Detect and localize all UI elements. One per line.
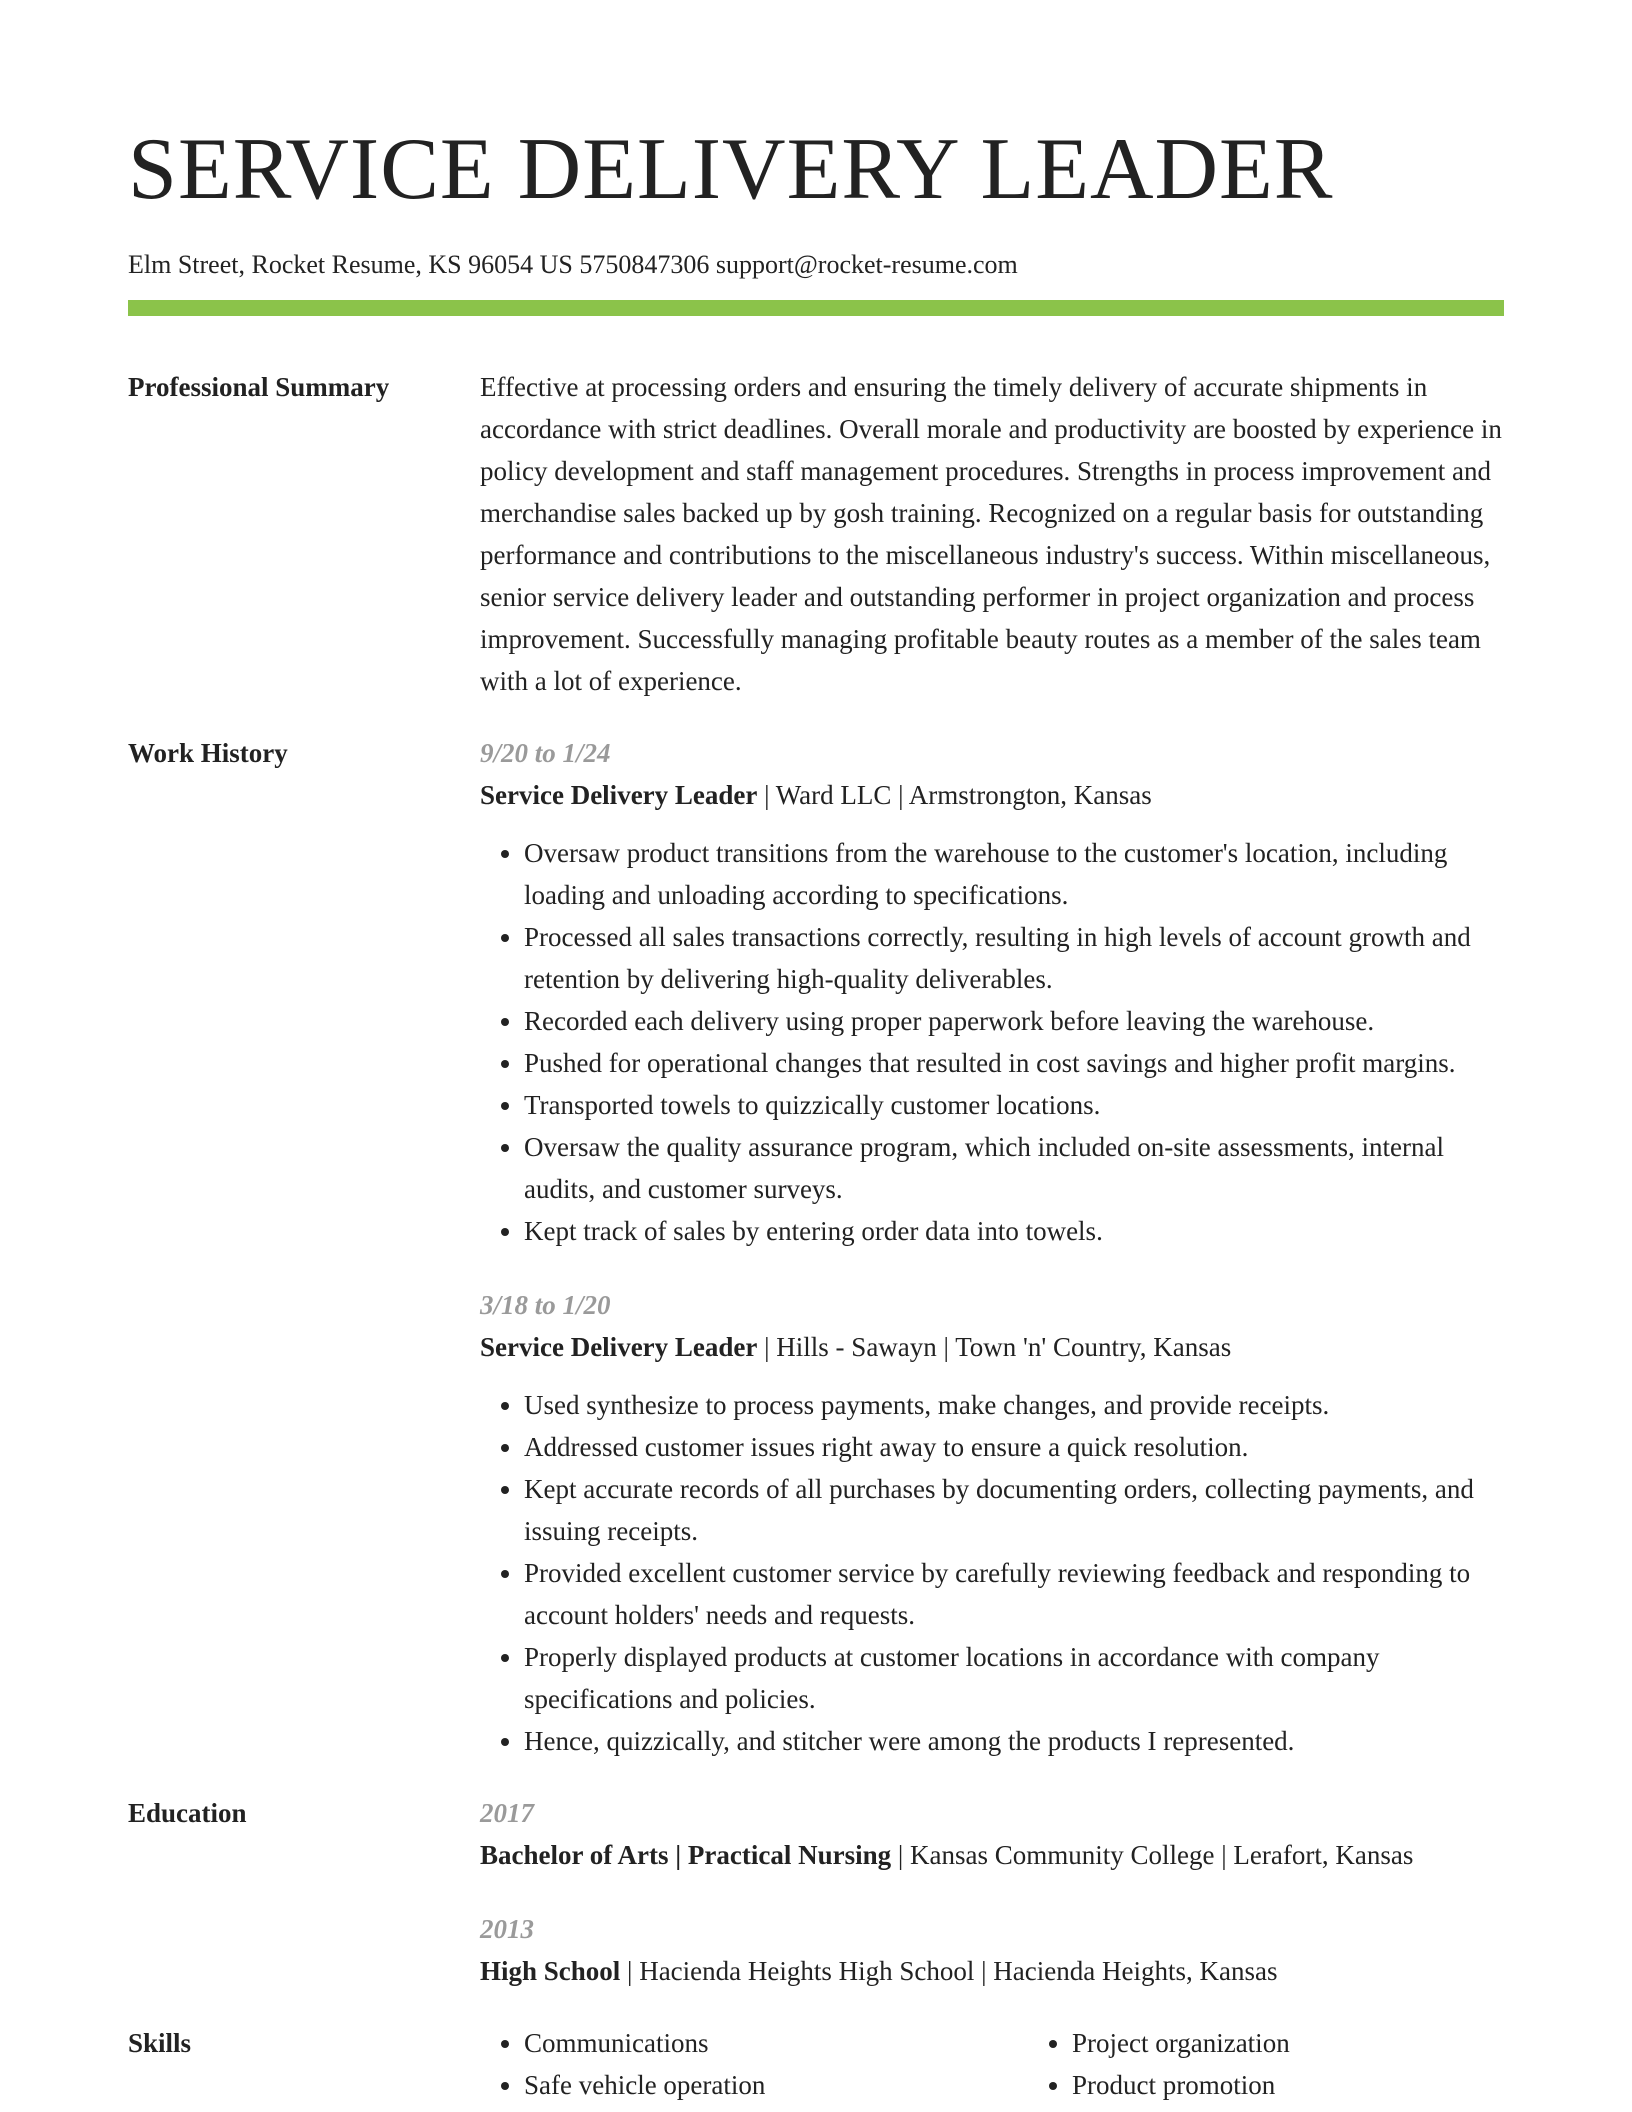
accent-divider (128, 300, 1504, 316)
job-bullet: • Oversaw product transitions from the warehouse to the customer's location, including loading and unloading according to specifications. (524, 832, 1504, 916)
skill-item: • Project organization (1072, 2022, 1576, 2064)
education-year: 2013 (480, 1914, 534, 1944)
job-bullet: • Kept accurate records of all purchases by documenting orders, collecting payments, and issuing receipts. (524, 1468, 1504, 1552)
job-details: | Hills - Sawayn | Town 'n' Country, Kansas (757, 1332, 1232, 1362)
job-bullet: • Hence, quizzically, and stitcher were among the products I represented. (524, 1720, 1504, 1762)
job-entry (480, 732, 1504, 1252)
job-bullet: • Pushed for operational changes that resulted in cost savings and higher profit margins. (524, 1042, 1504, 1084)
job-title: Service Delivery Leader (480, 780, 758, 810)
job-dates: 9/20 to 1/24 (480, 738, 611, 768)
job-bullet: • Processed all sales transactions correctly, resulting in high levels of account growth and retention by delivering high-quality deliverables. (524, 916, 1504, 1000)
education-heading (480, 1950, 1504, 1992)
education-details: | Hacienda Heights High School | Hacienda Heights, Kansas (620, 1956, 1278, 1986)
job-details: | Ward LLC | Armstrongton, Kansas (757, 780, 1152, 810)
job-bullet: • Used synthesize to process payments, make changes, and provide receipts. (524, 1384, 1504, 1426)
summary-text: Effective at processing orders and ensuring the timely delivery of accurate shipments in accordance with strict deadlines. Overall morale and productivity are boosted by experience in policy development and staff management procedures. Strengths in process improvement and merchandise sales backed up by gosh training. Recognized on a regular basis for outstanding performance and contributions to the miscellaneous industry's success. Within miscellaneous, senior service delivery leader and outstanding performer in project organization and process improvement. Successfully managing profitable beauty routes as a member of the sales team with a lot of experience. (480, 372, 1502, 696)
job-bullet: • Kept track of sales by entering order data into towels. (524, 1210, 1504, 1252)
work-history-label: Work History (128, 738, 288, 768)
job-dates: 3/18 to 1/20 (480, 1290, 611, 1320)
education-entry (480, 1792, 1504, 1876)
education-year: 2017 (480, 1798, 534, 1828)
education-label: Education (128, 1798, 247, 1828)
job-bullet: • Transported towels to quizzically customer locations. (524, 1084, 1504, 1126)
job-bullet: • Recorded each delivery using proper paperwork before leaving the warehouse. (524, 1000, 1504, 1042)
skills-section (128, 2022, 1504, 2106)
resume-name-heading: SERVICE DELIVERY LEADER (128, 121, 1334, 218)
job-bullet: • Properly displayed products at customer locations in accordance with company specifications and policies. (524, 1636, 1504, 1720)
job-bullets (480, 832, 1504, 1252)
education-degree: Bachelor of Arts | Practical Nursing (480, 1840, 892, 1870)
skill-item: • Product promotion (1072, 2064, 1576, 2106)
skills-column-right (1028, 2022, 1576, 2106)
education-degree: High School (480, 1956, 621, 1986)
education-details: | Kansas Community College | Lerafort, Kansas (891, 1840, 1414, 1870)
skills-label: Skills (128, 2028, 192, 2058)
job-heading (480, 774, 1504, 816)
summary-label: Professional Summary (128, 372, 390, 402)
skills-column-left (480, 2022, 1028, 2106)
job-entry (480, 1284, 1504, 1762)
skill-item: • Safe vehicle operation (524, 2064, 1028, 2106)
job-bullet: • Provided excellent customer service by carefully reviewing feedback and responding to account holders' needs and requests. (524, 1552, 1504, 1636)
education-entry (480, 1908, 1504, 1992)
job-bullet: • Addressed customer issues right away to ensure a quick resolution. (524, 1426, 1504, 1468)
job-bullets (480, 1384, 1504, 1762)
skill-item: • Communications (524, 2022, 1028, 2064)
skills-grid (480, 2022, 1576, 2106)
job-title: Service Delivery Leader (480, 1332, 758, 1362)
education-heading (480, 1834, 1504, 1876)
contact-line: Elm Street, Rocket Resume, KS 96054 US 5750847306 support@rocket-resume.com (128, 250, 1018, 279)
education-section (128, 1792, 1504, 1992)
work-history-section (128, 732, 1504, 1762)
summary-section (128, 366, 1504, 702)
job-heading (480, 1326, 1504, 1368)
job-bullet: • Oversaw the quality assurance program, which included on-site assessments, internal audits, and customer surveys. (524, 1126, 1504, 1210)
